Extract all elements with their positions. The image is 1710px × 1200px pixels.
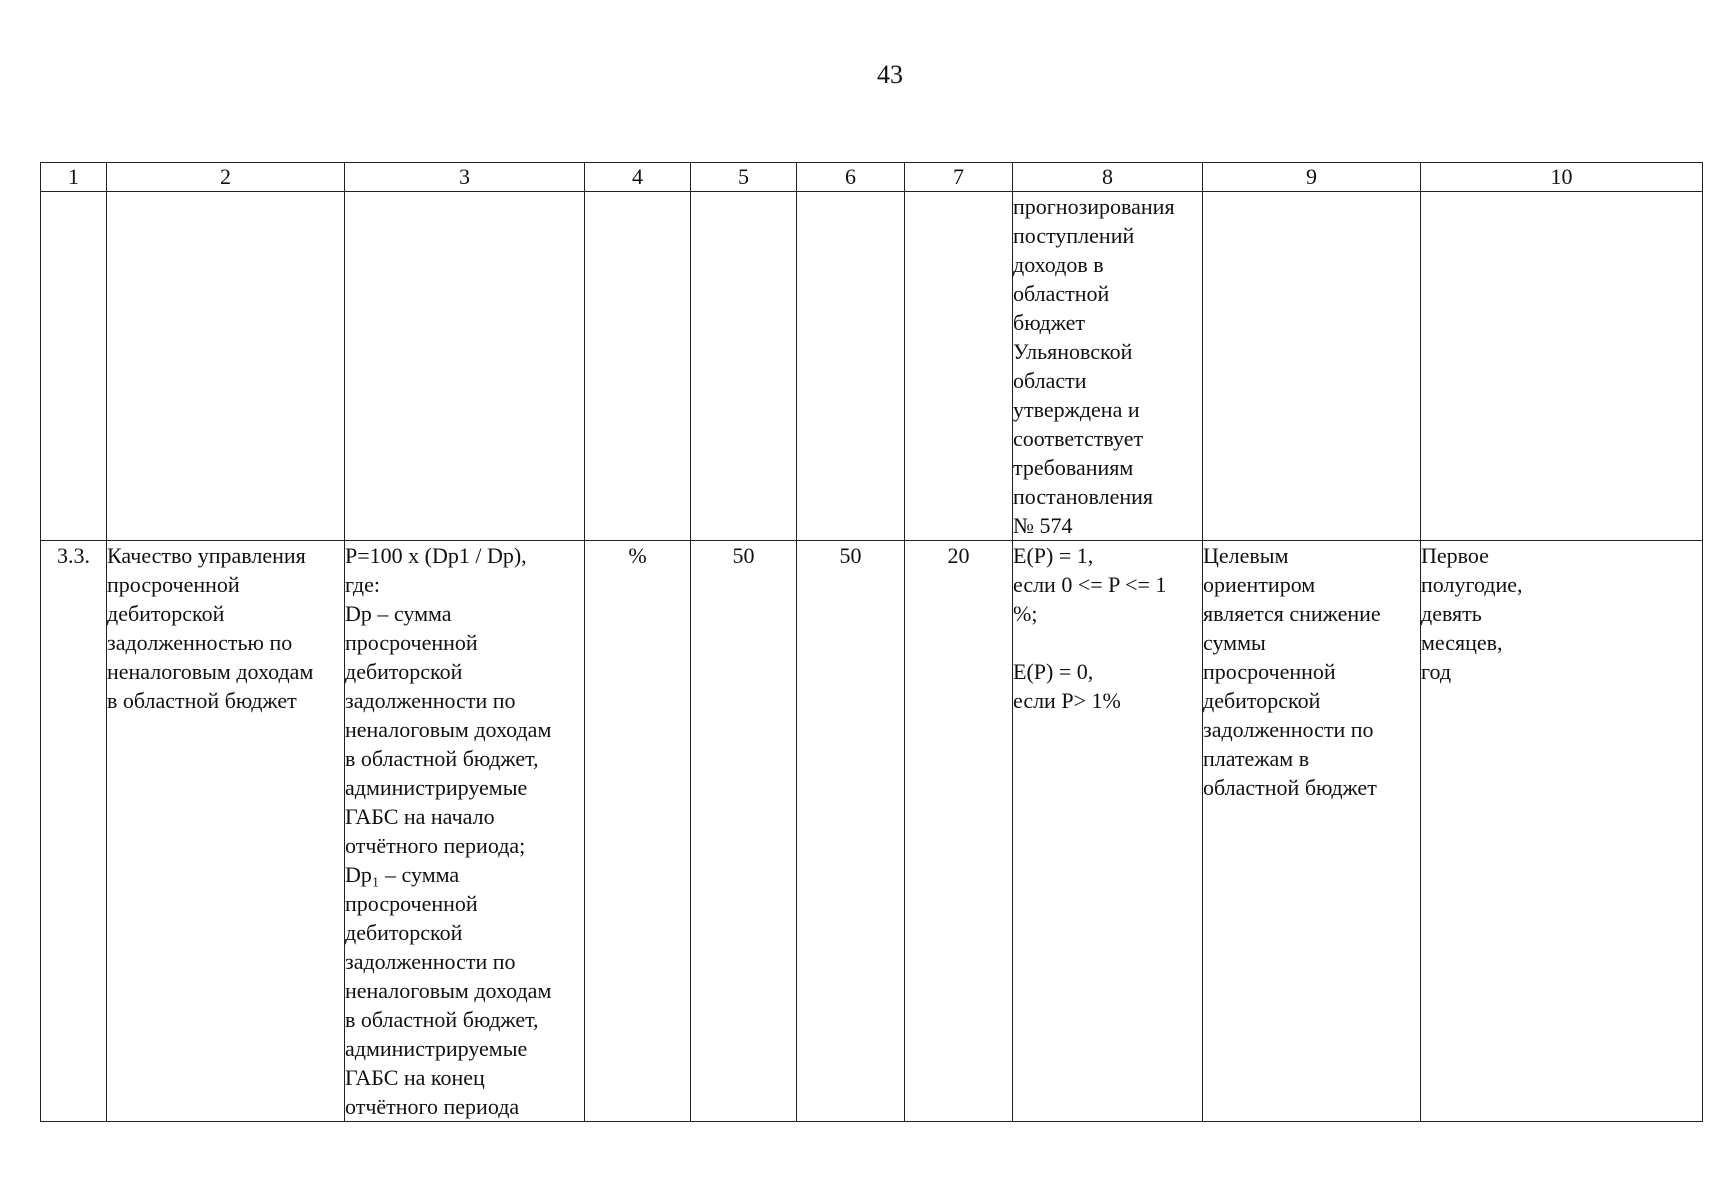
indicator-cell	[107, 541, 345, 1122]
header-col-6: 6	[797, 163, 905, 192]
header-row	[41, 163, 1703, 192]
unit-value: %	[628, 543, 647, 568]
indicator-name: Качество управления просроченной дебиторской задолженностью по неналоговым доходам в областной бюджет	[107, 543, 314, 713]
header-col-8: 8	[1013, 163, 1203, 192]
cont-cell-1	[41, 192, 107, 541]
page-number: 43	[877, 60, 903, 89]
continuation-text: прогнозирования поступлений доходов в областной бюджет Ульяновской области утверждена и соответствует требованиям постановления № 574	[1013, 194, 1175, 538]
header-col-1: 1	[41, 163, 107, 192]
header-col-2: 2	[107, 163, 345, 192]
indicator-table	[40, 162, 1703, 1122]
cont-cell-7	[905, 192, 1013, 541]
period-cell	[1421, 541, 1703, 1122]
cont-cell-5	[691, 192, 797, 541]
cont-cell-2	[107, 192, 345, 541]
cont-cell-9	[1203, 192, 1421, 541]
col7-cell	[905, 541, 1013, 1122]
col5-value: 50	[732, 543, 755, 568]
header-col-7: 7	[905, 163, 1013, 192]
cont-cell-3	[345, 192, 585, 541]
col7-value: 20	[947, 543, 970, 568]
header-col-5: 5	[691, 163, 797, 192]
target-text: Целевым ориентиром является снижение суммы просроченной дебиторской задолженности по платежам в областной бюджет	[1203, 543, 1381, 800]
period-text: Первое полугодие, девять месяцев, год	[1421, 543, 1523, 684]
row-number: 3.3.	[57, 543, 90, 568]
table-row	[41, 541, 1703, 1122]
unit-cell	[585, 541, 691, 1122]
cont-cell-6	[797, 192, 905, 541]
formula-cell	[345, 541, 585, 1122]
target-cell	[1203, 541, 1421, 1122]
header-col-4: 4	[585, 163, 691, 192]
continuation-row	[41, 192, 1703, 541]
col6-value: 50	[839, 543, 862, 568]
col5-cell	[691, 541, 797, 1122]
header-col-10: 10	[1421, 163, 1703, 192]
row-number-cell	[41, 541, 107, 1122]
cont-cell-4	[585, 192, 691, 541]
header-col-3: 3	[345, 163, 585, 192]
header-col-9: 9	[1203, 163, 1421, 192]
col6-cell	[797, 541, 905, 1122]
evaluation-text: E(P) = 1, если 0 <= P <= 1 %; E(P) = 0, если P> 1%	[1013, 543, 1167, 713]
evaluation-cell	[1013, 541, 1203, 1122]
formula-text: P=100 x (Dp1 / Dp), где: Dp – сумма просроченной дебиторской задолженности по неналоговым доходам в областной бюджет, администрируемые ГАБС на начало отчётного периода; Dp₁ – сумма просроченной дебиторской задолженности по неналоговым доходам в областной бюджет, администрируемые ГАБС на конец отчётного периода	[345, 543, 552, 1119]
cont-cell-10	[1421, 192, 1703, 541]
cont-cell-8	[1013, 192, 1203, 541]
